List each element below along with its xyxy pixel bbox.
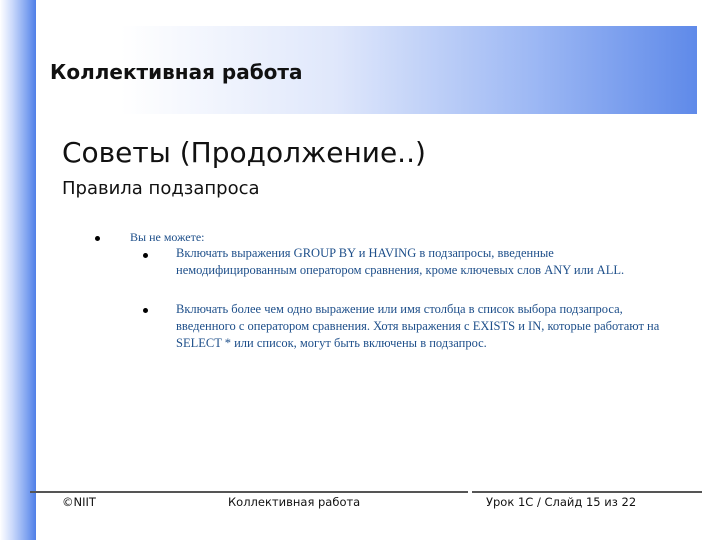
slide-title: Советы (Продолжение..): [62, 136, 426, 169]
footer-divider: [30, 491, 468, 493]
bullet-dot-icon: [95, 236, 100, 241]
header-title: Коллективная работа: [50, 60, 303, 84]
footer-center-title: Коллективная работа: [228, 495, 361, 509]
bullet-level2-text-2: Включать более чем одно выражение или имя столбца в список выбора подзапроса, введенного с оператором сравнения. Хотя выражения с EXISTS и IN, которые работают на SELECT * или список, могут быть включены в подзапрос.: [176, 302, 660, 350]
bullet-dot-icon: [143, 308, 148, 313]
bullet-level2-text-1: Включать выражения GROUP BY и HAVING в подзапросы, введенные немодифицированным оператором сравнения, кроме ключевых слов ANY или ALL.: [176, 246, 625, 277]
left-decorative-bar: [0, 0, 36, 540]
bullet-level1-text: Вы не можете:: [130, 230, 205, 244]
footer-slide-number: Урок 1C / Слайд 15 из 22: [486, 495, 637, 509]
slide-subtitle: Правила подзапроса: [62, 178, 260, 199]
footer-divider-right: [472, 491, 702, 493]
bullet-dot-icon: [143, 253, 148, 258]
footer-copyright: ©NIIT: [62, 495, 96, 509]
